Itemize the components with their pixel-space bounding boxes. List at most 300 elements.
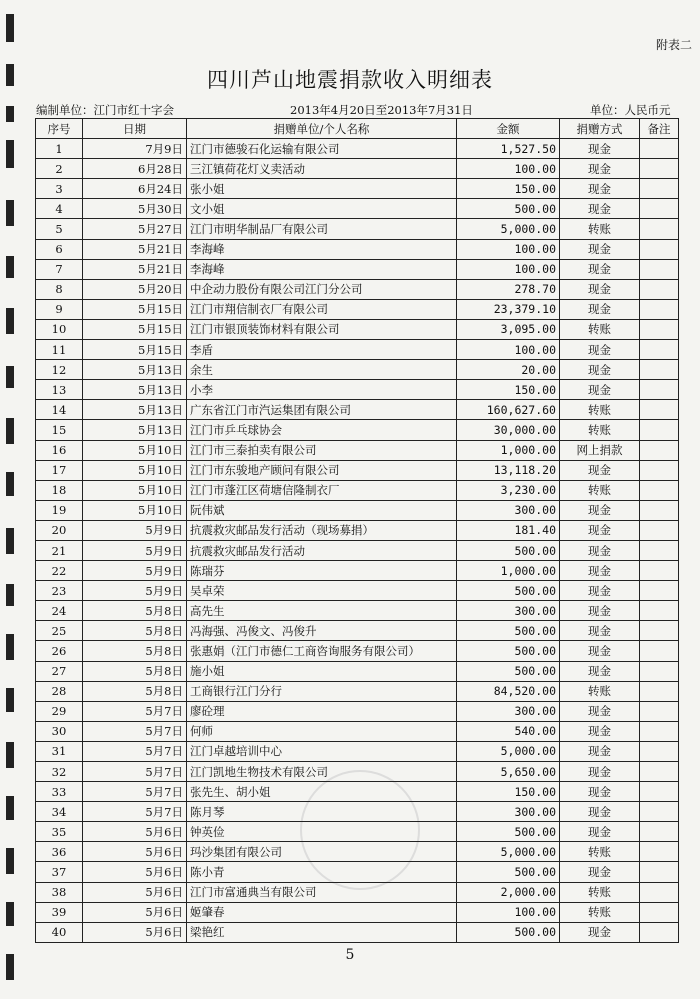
row-amount: 30,000.00 xyxy=(457,420,560,440)
table-row xyxy=(36,621,679,641)
row-amount: 181.40 xyxy=(457,520,560,540)
row-index: 6 xyxy=(36,239,83,259)
row-note xyxy=(640,199,679,219)
table-row xyxy=(36,159,679,179)
table-row xyxy=(36,782,679,802)
row-note xyxy=(640,641,679,661)
row-amount: 500.00 xyxy=(457,621,560,641)
row-note xyxy=(640,480,679,500)
row-index: 15 xyxy=(36,420,83,440)
table-row xyxy=(36,762,679,782)
table-row xyxy=(36,581,679,601)
row-note xyxy=(640,380,679,400)
header-donor: 捐赠单位/个人名称 xyxy=(187,119,457,139)
row-donor: 江门市银顶装饰材料有限公司 xyxy=(187,319,457,339)
row-date: 5月13日 xyxy=(83,420,187,440)
binder-mark xyxy=(6,14,14,42)
row-note xyxy=(640,701,679,721)
row-amount: 500.00 xyxy=(457,581,560,601)
binder-mark xyxy=(6,796,14,820)
row-index: 39 xyxy=(36,902,83,922)
row-amount: 540.00 xyxy=(457,721,560,741)
row-date: 5月10日 xyxy=(83,500,187,520)
row-amount: 13,118.20 xyxy=(457,460,560,480)
row-method: 现金 xyxy=(560,199,640,219)
row-method: 现金 xyxy=(560,762,640,782)
row-index: 17 xyxy=(36,460,83,480)
row-index: 37 xyxy=(36,862,83,882)
table-row xyxy=(36,741,679,761)
row-donor: 高先生 xyxy=(187,601,457,621)
row-date: 5月15日 xyxy=(83,299,187,319)
row-method: 现金 xyxy=(560,460,640,480)
row-date: 5月13日 xyxy=(83,400,187,420)
row-index: 35 xyxy=(36,822,83,842)
row-donor: 廖砼理 xyxy=(187,701,457,721)
binder-mark xyxy=(6,688,14,712)
row-note xyxy=(640,299,679,319)
row-method: 现金 xyxy=(560,159,640,179)
row-amount: 100.00 xyxy=(457,340,560,360)
table-row xyxy=(36,440,679,460)
row-note xyxy=(640,842,679,862)
row-method: 现金 xyxy=(560,540,640,560)
row-donor: 冯海强、冯俊文、冯俊升 xyxy=(187,621,457,641)
header-amount: 金额 xyxy=(457,119,560,139)
binder-mark xyxy=(6,634,14,660)
row-note xyxy=(640,219,679,239)
row-method: 转账 xyxy=(560,420,640,440)
row-note xyxy=(640,782,679,802)
table-row xyxy=(36,239,679,259)
table-row xyxy=(36,319,679,339)
table-row xyxy=(36,500,679,520)
row-index: 20 xyxy=(36,520,83,540)
row-donor: 抗震救灾邮品发行活动（现场募捐） xyxy=(187,520,457,540)
table-header-row xyxy=(36,119,679,139)
header-date: 日期 xyxy=(83,119,187,139)
row-index: 38 xyxy=(36,882,83,902)
row-amount: 150.00 xyxy=(457,380,560,400)
row-amount: 23,379.10 xyxy=(457,299,560,319)
row-donor: 何师 xyxy=(187,721,457,741)
binder-mark xyxy=(6,472,14,496)
row-donor: 工商银行江门分行 xyxy=(187,681,457,701)
row-note xyxy=(640,319,679,339)
row-date: 5月21日 xyxy=(83,239,187,259)
page-number: 5 xyxy=(345,947,355,963)
row-donor: 梁艳红 xyxy=(187,922,457,942)
row-amount: 500.00 xyxy=(457,641,560,661)
row-date: 6月28日 xyxy=(83,159,187,179)
row-method: 现金 xyxy=(560,139,640,159)
row-date: 5月6日 xyxy=(83,862,187,882)
row-amount: 500.00 xyxy=(457,540,560,560)
row-method: 现金 xyxy=(560,661,640,681)
row-note xyxy=(640,862,679,882)
row-index: 12 xyxy=(36,360,83,380)
row-note xyxy=(640,922,679,942)
row-note xyxy=(640,661,679,681)
row-donor: 阮伟斌 xyxy=(187,500,457,520)
row-donor: 李海峰 xyxy=(187,239,457,259)
row-donor: 李盾 xyxy=(187,340,457,360)
row-note xyxy=(640,681,679,701)
row-method: 现金 xyxy=(560,922,640,942)
row-donor: 中企动力股份有限公司江门分公司 xyxy=(187,279,457,299)
row-date: 5月9日 xyxy=(83,581,187,601)
row-index: 14 xyxy=(36,400,83,420)
row-note xyxy=(640,400,679,420)
row-donor: 陈瑞芬 xyxy=(187,561,457,581)
row-index: 11 xyxy=(36,340,83,360)
row-donor: 姬肇春 xyxy=(187,902,457,922)
row-method: 现金 xyxy=(560,380,640,400)
binder-mark xyxy=(6,106,14,122)
row-donor: 三江镇荷花灯义卖活动 xyxy=(187,159,457,179)
binder-mark xyxy=(6,902,14,926)
row-index: 4 xyxy=(36,199,83,219)
table-row xyxy=(36,802,679,822)
row-date: 5月6日 xyxy=(83,882,187,902)
row-index: 21 xyxy=(36,540,83,560)
row-amount: 100.00 xyxy=(457,159,560,179)
row-method: 转账 xyxy=(560,882,640,902)
row-index: 33 xyxy=(36,782,83,802)
row-donor: 江门市蓬江区荷塘信隆制衣厂 xyxy=(187,480,457,500)
row-donor: 江门市富通典当有限公司 xyxy=(187,882,457,902)
row-date: 5月7日 xyxy=(83,741,187,761)
row-method: 转账 xyxy=(560,842,640,862)
row-date: 5月8日 xyxy=(83,621,187,641)
row-amount: 20.00 xyxy=(457,360,560,380)
table-row xyxy=(36,480,679,500)
row-donor: 钟英俭 xyxy=(187,822,457,842)
table-row xyxy=(36,520,679,540)
row-note xyxy=(640,520,679,540)
row-method: 转账 xyxy=(560,480,640,500)
row-note xyxy=(640,741,679,761)
row-date: 7月9日 xyxy=(83,139,187,159)
row-date: 5月15日 xyxy=(83,319,187,339)
annex-label: 附表二 xyxy=(655,38,692,52)
row-index: 32 xyxy=(36,762,83,782)
row-note xyxy=(640,259,679,279)
row-donor: 余生 xyxy=(187,360,457,380)
row-date: 5月9日 xyxy=(83,540,187,560)
row-amount: 500.00 xyxy=(457,922,560,942)
row-donor: 江门卓越培训中心 xyxy=(187,741,457,761)
table-row xyxy=(36,139,679,159)
row-method: 现金 xyxy=(560,802,640,822)
row-index: 13 xyxy=(36,380,83,400)
row-index: 34 xyxy=(36,802,83,822)
table-row xyxy=(36,701,679,721)
row-donor: 张先生、胡小姐 xyxy=(187,782,457,802)
binder-mark xyxy=(6,584,14,606)
row-date: 5月6日 xyxy=(83,902,187,922)
row-amount: 300.00 xyxy=(457,701,560,721)
binder-mark xyxy=(6,256,14,278)
row-method: 现金 xyxy=(560,641,640,661)
row-date: 5月10日 xyxy=(83,440,187,460)
row-donor: 江门凯地生物技术有限公司 xyxy=(187,762,457,782)
row-method: 现金 xyxy=(560,621,640,641)
row-amount: 500.00 xyxy=(457,862,560,882)
row-date: 5月10日 xyxy=(83,480,187,500)
row-note xyxy=(640,239,679,259)
table-row xyxy=(36,299,679,319)
header-index: 序号 xyxy=(36,119,83,139)
row-note xyxy=(640,440,679,460)
row-method: 现金 xyxy=(560,581,640,601)
header-method: 捐赠方式 xyxy=(560,119,640,139)
table-row xyxy=(36,902,679,922)
row-amount: 5,000.00 xyxy=(457,842,560,862)
table-row xyxy=(36,922,679,942)
row-amount: 160,627.60 xyxy=(457,400,560,420)
row-amount: 150.00 xyxy=(457,179,560,199)
row-amount: 3,230.00 xyxy=(457,480,560,500)
row-donor: 江门市翔信制衣厂有限公司 xyxy=(187,299,457,319)
row-index: 28 xyxy=(36,681,83,701)
row-date: 5月30日 xyxy=(83,199,187,219)
row-method: 现金 xyxy=(560,721,640,741)
row-date: 5月9日 xyxy=(83,561,187,581)
row-method: 转账 xyxy=(560,219,640,239)
row-method: 现金 xyxy=(560,340,640,360)
row-note xyxy=(640,822,679,842)
row-amount: 5,000.00 xyxy=(457,741,560,761)
row-amount: 100.00 xyxy=(457,259,560,279)
row-amount: 278.70 xyxy=(457,279,560,299)
row-date: 5月7日 xyxy=(83,782,187,802)
row-note xyxy=(640,721,679,741)
row-note xyxy=(640,139,679,159)
row-amount: 150.00 xyxy=(457,782,560,802)
row-donor: 张小姐 xyxy=(187,179,457,199)
row-date: 5月6日 xyxy=(83,842,187,862)
row-index: 27 xyxy=(36,661,83,681)
table-row xyxy=(36,199,679,219)
row-index: 5 xyxy=(36,219,83,239)
row-date: 5月8日 xyxy=(83,641,187,661)
row-index: 16 xyxy=(36,440,83,460)
row-date: 5月13日 xyxy=(83,380,187,400)
row-date: 5月8日 xyxy=(83,681,187,701)
row-amount: 500.00 xyxy=(457,661,560,681)
row-amount: 300.00 xyxy=(457,601,560,621)
row-index: 18 xyxy=(36,480,83,500)
row-donor: 江门市三泰拍卖有限公司 xyxy=(187,440,457,460)
row-method: 现金 xyxy=(560,500,640,520)
table-row xyxy=(36,259,679,279)
table-row xyxy=(36,179,679,199)
row-date: 5月7日 xyxy=(83,762,187,782)
row-donor: 李海峰 xyxy=(187,259,457,279)
row-method: 现金 xyxy=(560,520,640,540)
row-donor: 文小姐 xyxy=(187,199,457,219)
row-index: 2 xyxy=(36,159,83,179)
row-note xyxy=(640,621,679,641)
row-donor: 施小姐 xyxy=(187,661,457,681)
row-amount: 5,000.00 xyxy=(457,219,560,239)
table-row xyxy=(36,721,679,741)
row-amount: 1,000.00 xyxy=(457,440,560,460)
table-row xyxy=(36,822,679,842)
row-donor: 吴卓荣 xyxy=(187,581,457,601)
row-date: 5月10日 xyxy=(83,460,187,480)
table-row xyxy=(36,400,679,420)
row-donor: 张惠娟（江门市德仁工商咨询服务有限公司） xyxy=(187,641,457,661)
donation-table xyxy=(35,118,679,943)
row-index: 24 xyxy=(36,601,83,621)
row-date: 5月8日 xyxy=(83,661,187,681)
row-index: 1 xyxy=(36,139,83,159)
row-note xyxy=(640,902,679,922)
compiler-label: 编制单位：江门市红十字会 xyxy=(36,103,174,117)
row-index: 3 xyxy=(36,179,83,199)
row-method: 现金 xyxy=(560,862,640,882)
row-method: 现金 xyxy=(560,259,640,279)
row-note xyxy=(640,500,679,520)
row-method: 转账 xyxy=(560,681,640,701)
row-note xyxy=(640,460,679,480)
row-donor: 陈月琴 xyxy=(187,802,457,822)
row-amount: 500.00 xyxy=(457,199,560,219)
row-note xyxy=(640,882,679,902)
row-date: 5月6日 xyxy=(83,822,187,842)
row-index: 36 xyxy=(36,842,83,862)
row-date: 5月27日 xyxy=(83,219,187,239)
row-note xyxy=(640,159,679,179)
row-amount: 100.00 xyxy=(457,239,560,259)
row-amount: 2,000.00 xyxy=(457,882,560,902)
row-index: 25 xyxy=(36,621,83,641)
row-index: 9 xyxy=(36,299,83,319)
row-index: 19 xyxy=(36,500,83,520)
binder-mark xyxy=(6,528,14,554)
row-index: 10 xyxy=(36,319,83,339)
row-amount: 3,095.00 xyxy=(457,319,560,339)
row-note xyxy=(640,762,679,782)
row-note xyxy=(640,601,679,621)
table-row xyxy=(36,681,679,701)
row-method: 现金 xyxy=(560,561,640,581)
table-row xyxy=(36,561,679,581)
row-note xyxy=(640,420,679,440)
row-note xyxy=(640,581,679,601)
table-row xyxy=(36,882,679,902)
row-method: 现金 xyxy=(560,360,640,380)
row-amount: 300.00 xyxy=(457,802,560,822)
row-index: 23 xyxy=(36,581,83,601)
binder-mark xyxy=(6,366,14,388)
row-index: 40 xyxy=(36,922,83,942)
row-date: 5月15日 xyxy=(83,340,187,360)
table-row xyxy=(36,601,679,621)
row-donor: 广东省江门市汽运集团有限公司 xyxy=(187,400,457,420)
row-index: 8 xyxy=(36,279,83,299)
row-index: 26 xyxy=(36,641,83,661)
row-date: 5月20日 xyxy=(83,279,187,299)
row-note xyxy=(640,340,679,360)
table-row xyxy=(36,219,679,239)
row-date: 5月9日 xyxy=(83,520,187,540)
row-method: 现金 xyxy=(560,782,640,802)
table-row xyxy=(36,540,679,560)
table-row xyxy=(36,360,679,380)
binder-mark xyxy=(6,742,14,768)
table-row xyxy=(36,460,679,480)
binder-mark xyxy=(6,848,14,874)
binder-mark xyxy=(6,140,14,168)
row-note xyxy=(640,802,679,822)
row-method: 现金 xyxy=(560,299,640,319)
row-amount: 1,000.00 xyxy=(457,561,560,581)
binder-mark xyxy=(6,308,14,334)
row-amount: 500.00 xyxy=(457,822,560,842)
row-method: 转账 xyxy=(560,319,640,339)
row-donor: 陈小青 xyxy=(187,862,457,882)
row-method: 转账 xyxy=(560,400,640,420)
row-donor: 江门市乒乓球协会 xyxy=(187,420,457,440)
row-date: 5月13日 xyxy=(83,360,187,380)
table-row xyxy=(36,279,679,299)
row-amount: 84,520.00 xyxy=(457,681,560,701)
row-method: 转账 xyxy=(560,902,640,922)
row-amount: 5,650.00 xyxy=(457,762,560,782)
row-index: 22 xyxy=(36,561,83,581)
row-date: 5月7日 xyxy=(83,802,187,822)
row-donor: 江门市东骏地产顾问有限公司 xyxy=(187,460,457,480)
unit-label: 单位：人民币元 xyxy=(590,103,671,117)
row-donor: 江门市明华制品厂有限公司 xyxy=(187,219,457,239)
row-index: 29 xyxy=(36,701,83,721)
row-method: 现金 xyxy=(560,239,640,259)
document-title: 四川芦山地震捐款收入明细表 xyxy=(207,68,493,92)
row-index: 31 xyxy=(36,741,83,761)
row-method: 现金 xyxy=(560,701,640,721)
table-row xyxy=(36,340,679,360)
row-date: 6月24日 xyxy=(83,179,187,199)
binder-mark xyxy=(6,418,14,444)
row-amount: 1,527.50 xyxy=(457,139,560,159)
period-label: 2013年4月20日至2013年7月31日 xyxy=(290,103,473,117)
row-donor: 抗震救灾邮品发行活动 xyxy=(187,540,457,560)
row-method: 现金 xyxy=(560,822,640,842)
row-date: 5月7日 xyxy=(83,701,187,721)
table-row xyxy=(36,380,679,400)
row-index: 30 xyxy=(36,721,83,741)
row-note xyxy=(640,561,679,581)
row-method: 现金 xyxy=(560,279,640,299)
row-donor: 小李 xyxy=(187,380,457,400)
table-row xyxy=(36,862,679,882)
table-row xyxy=(36,661,679,681)
row-amount: 300.00 xyxy=(457,500,560,520)
row-note xyxy=(640,360,679,380)
row-method: 现金 xyxy=(560,179,640,199)
row-method: 网上捐款 xyxy=(560,440,640,460)
table-row xyxy=(36,842,679,862)
row-date: 5月7日 xyxy=(83,721,187,741)
row-donor: 江门市德骏石化运输有限公司 xyxy=(187,139,457,159)
row-amount: 100.00 xyxy=(457,902,560,922)
header-note: 备注 xyxy=(640,119,679,139)
table-row xyxy=(36,420,679,440)
row-donor: 玛沙集团有限公司 xyxy=(187,842,457,862)
